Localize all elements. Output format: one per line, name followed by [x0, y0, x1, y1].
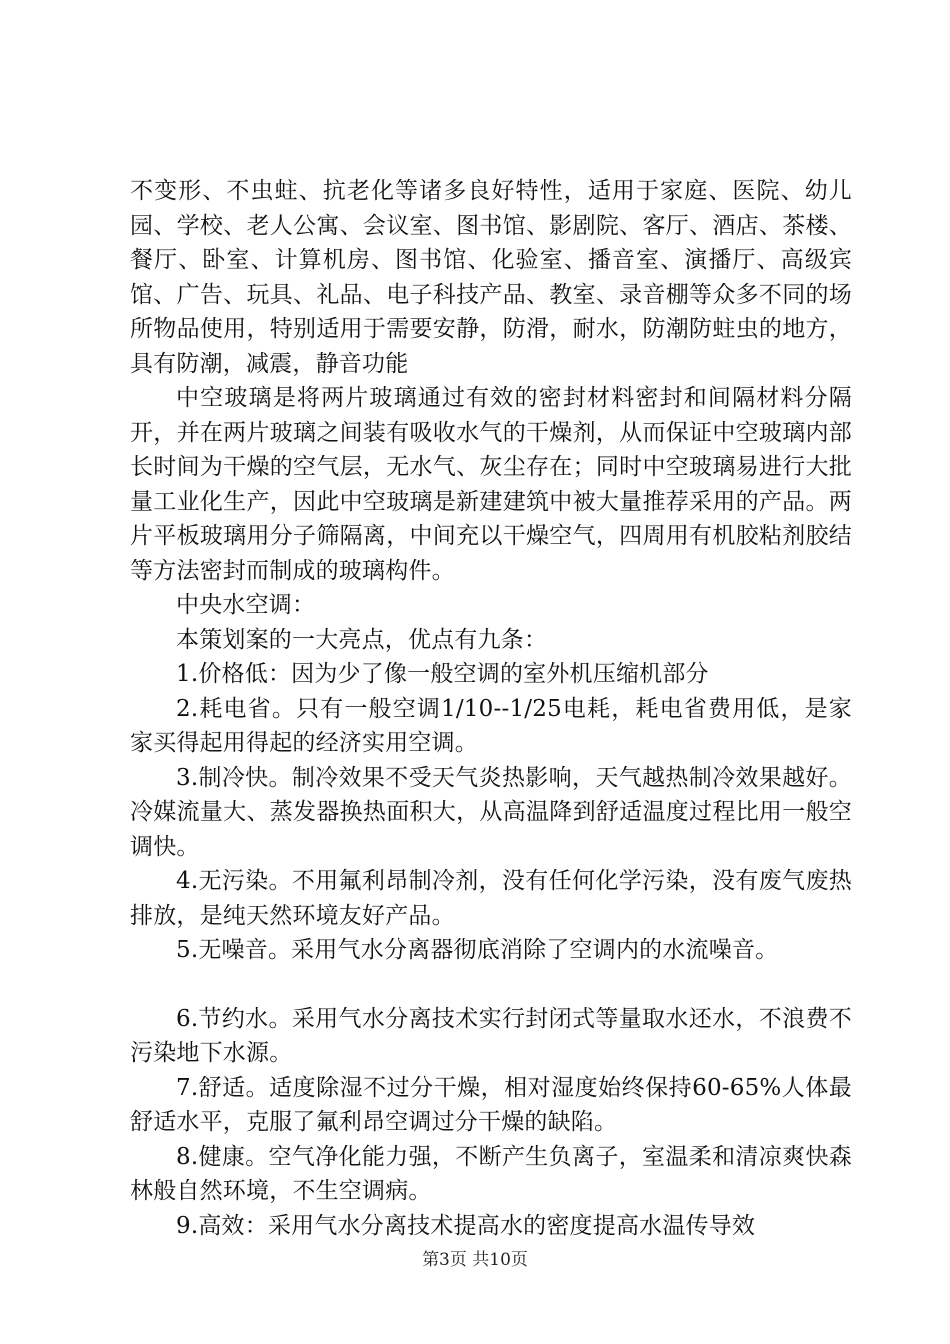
list-item-2: 2.耗电省。只有一般空调1/10--1/25电耗，耗电省费用低，是家家买得起用得起的经济实用空调。 — [130, 695, 852, 756]
list-item-3: 3.制冷快。制冷效果不受天气炎热影响，天气越热制冷效果越好。冷媒流量大、蒸发器换热面积大，从高温降到舒适温度过程比用一般空调快。 — [130, 764, 852, 860]
page-footer: 第3页 共10页 — [422, 1250, 528, 1270]
paragraph-highlights-intro: 本策划案的一大亮点，优点有九条： — [176, 626, 548, 653]
list-item-4: 4.无污染。不用氟利昂制冷剂，没有任何化学污染，没有废气废热排放，是纯天然环境友好产品。 — [130, 868, 852, 929]
body-text — [130, 174, 852, 1243]
list-item-6: 6.节约水。采用气水分离技术实行封闭式等量取水还水，不浪费不污染地下水源。 — [130, 1005, 852, 1066]
paragraph-heading-central-ac: 中央水空调： — [176, 592, 316, 618]
list-item-7: 7.舒适。适度除湿不过分干燥，相对湿度始终保持60-65%人体最舒适水平，克服了氟利昂空调过分干燥的缺陷。 — [130, 1074, 852, 1135]
list-item-9: 9.高效：采用气水分离技术提高水的密度提高水温传导效 — [176, 1212, 756, 1239]
paragraph-hollow-glass: 中空玻璃是将两片玻璃通过有效的密封材料密封和间隔材料分隔开，并在两片玻璃之间装有吸收水气的干燥剂，从而保证中空玻璃内部长时间为干燥的空气层，无水气、灰尘存在；同时中空玻璃易进行大批量工业化生产，因此中空玻璃是新建建筑中被大量推荐采用的产品。两片平板玻璃用分子筛隔离，中间充以干燥空气，四周用有机胶粘剂胶结等方法密封而制成的玻璃构件。 — [130, 385, 852, 584]
blank-line — [130, 968, 852, 1002]
list-item-8: 8.健康。空气净化能力强，不断产生负离子，室温柔和清凉爽快森林般自然环境，不生空调病。 — [130, 1143, 852, 1204]
paragraph-continuation: 不变形、不虫蛀、抗老化等诸多良好特性，适用于家庭、医院、幼儿园、学校、老人公寓、会议室、图书馆、影剧院、客厅、酒店、茶楼、餐厅、卧室、计算机房、图书馆、化验室、播音室、演播厅、高级宾馆、广告、玩具、礼品、电子科技产品、教室、录音棚等众多不同的场所物品使用，特别适用于需要安静，防滑，耐水，防潮防蛀虫的地方，具有防潮，减震，静音功能 — [130, 178, 852, 377]
list-item-5: 5.无噪音。采用气水分离器彻底消除了空调内的水流噪音。 — [176, 937, 779, 963]
list-item-1: 1.价格低：因为少了像一般空调的室外机压缩机部分 — [176, 661, 709, 687]
